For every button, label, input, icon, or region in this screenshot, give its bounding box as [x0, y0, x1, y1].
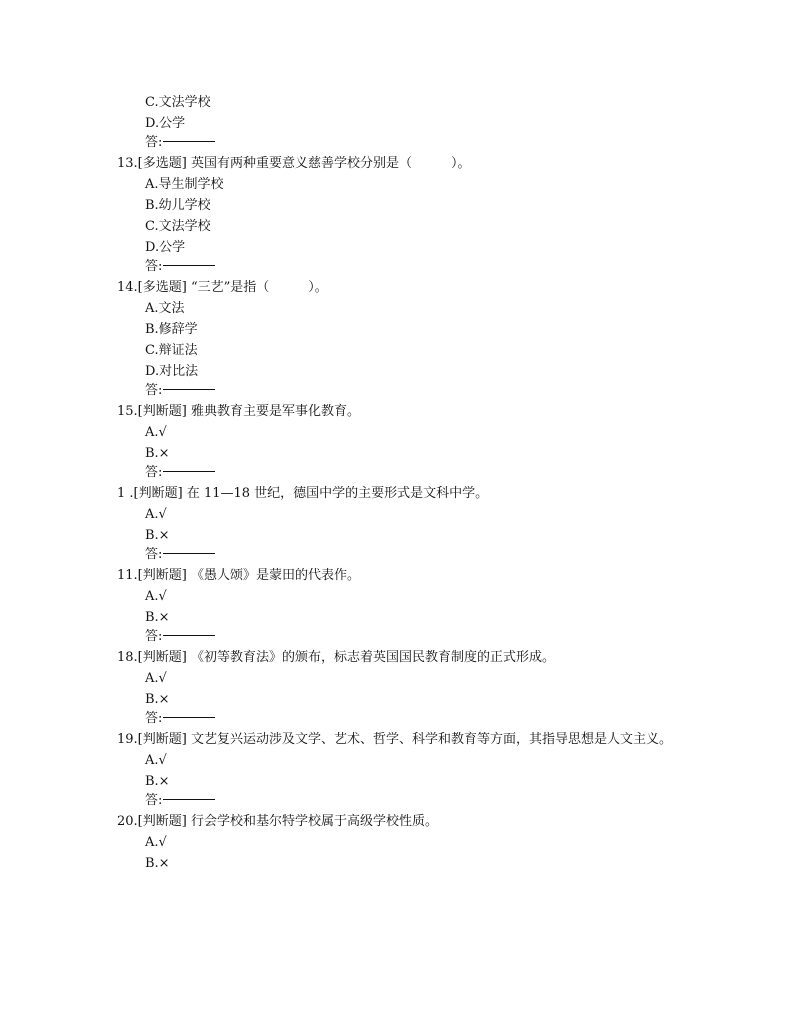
option-item: B.×: [145, 856, 170, 871]
answer-blank: [163, 471, 215, 472]
answer-line: [0, 464, 792, 481]
question-text: 15.[判断题] 雅典教育主要是军事化教育。: [117, 404, 360, 419]
question-text: 13.[多选题] 英国有两种重要意义慈善学校分别是（ ）。: [117, 156, 471, 171]
answer-blank: [163, 799, 215, 800]
answer-line: [0, 710, 792, 727]
option-item: C.辩证法: [145, 343, 198, 358]
question-text: 1 .[判断题] 在 11—18 世纪，德国中学的主要形式是文科中学。: [117, 486, 489, 501]
answer-label: 答:: [145, 383, 163, 398]
question-text: 14.[多选题] “三艺”是指（ ）。: [117, 280, 328, 295]
option-item: A.√: [145, 425, 167, 440]
option-item: A.√: [145, 507, 167, 522]
document-page: [0, 92, 792, 874]
option-item: D.公学: [145, 116, 186, 131]
question-text: 19.[判断题] 文艺复兴运动涉及文学、艺术、哲学、科学和教育等方面，其指导思想是人文主义。: [117, 732, 672, 747]
option-item: A.√: [145, 671, 167, 686]
answer-label: 答:: [145, 629, 163, 644]
answer-line: [0, 792, 792, 809]
question-text: 20.[判断题] 行会学校和基尔特学校属于高级学校性质。: [117, 814, 438, 829]
answer-line: [0, 382, 792, 399]
option-item: C.文法学校: [145, 219, 211, 234]
option-item: C.文法学校: [145, 95, 211, 110]
answer-label: 答:: [145, 711, 163, 726]
answer-line: [0, 546, 792, 563]
answer-label: 答:: [145, 465, 163, 480]
option-item: A.导生制学校: [145, 177, 224, 192]
answer-line: [0, 628, 792, 645]
answer-blank: [163, 265, 215, 266]
option-item: B.×: [145, 528, 170, 543]
option-item: D.公学: [145, 240, 186, 255]
answer-line: [0, 258, 792, 275]
option-item: A.文法: [145, 301, 185, 316]
answer-blank: [163, 635, 215, 636]
option-item: D.对比法: [145, 364, 199, 379]
question-text: 18.[判断题] 《初等教育法》的颁布，标志着英国国民教育制度的正式形成。: [117, 650, 555, 665]
option-item: B.×: [145, 446, 170, 461]
answer-blank: [163, 141, 215, 142]
option-item: A.√: [145, 835, 167, 850]
option-item: B.×: [145, 692, 170, 707]
option-item: A.√: [145, 753, 167, 768]
answer-blank: [163, 389, 215, 390]
option-item: B.幼儿学校: [145, 198, 211, 213]
option-item: A.√: [145, 589, 167, 604]
answer-label: 答:: [145, 547, 163, 562]
answer-line: [0, 134, 792, 151]
answer-label: 答:: [145, 793, 163, 808]
answer-blank: [163, 553, 215, 554]
question-text: 11.[判断题] 《愚人颂》是蒙田的代表作。: [117, 568, 360, 583]
answer-label: 答:: [145, 259, 163, 274]
answer-blank: [163, 717, 215, 718]
option-item: B.×: [145, 610, 170, 625]
option-item: B.修辞学: [145, 322, 198, 337]
option-item: B.×: [145, 774, 170, 789]
answer-label: 答:: [145, 135, 163, 150]
